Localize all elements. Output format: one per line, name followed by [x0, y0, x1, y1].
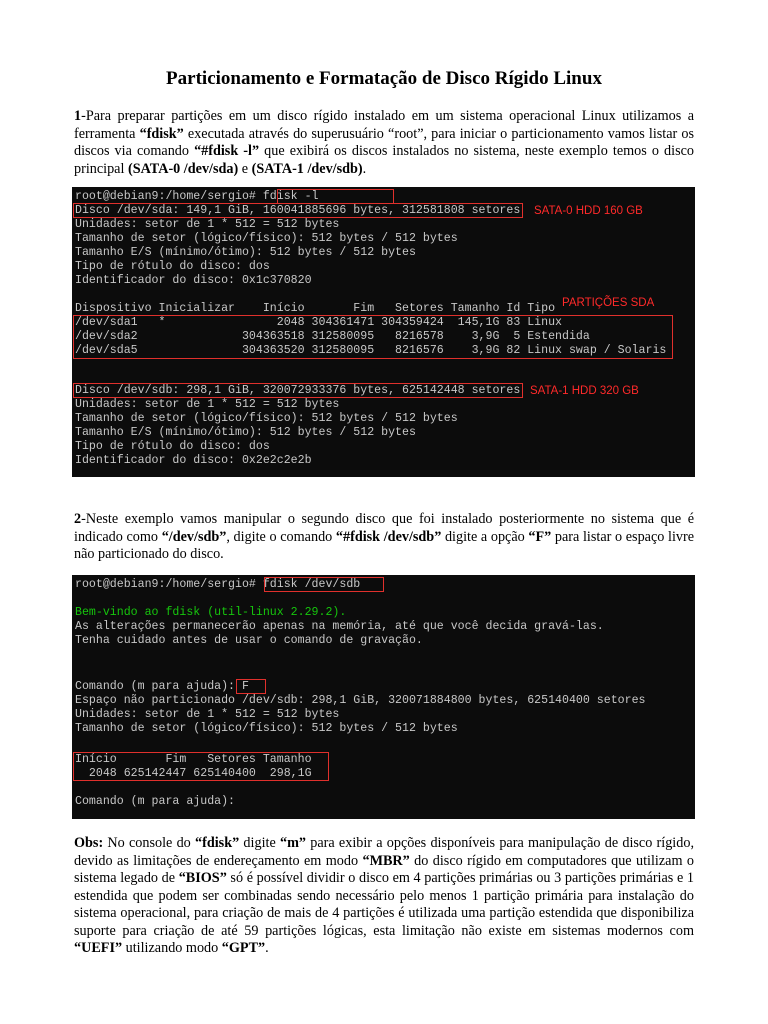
terminal-line: Identificador do disco: 0x2e2c2e2b: [75, 454, 312, 467]
terminal-line: 2048 625142447 625140400 298,1G: [75, 767, 312, 780]
terminal-line: Comando (m para ajuda):: [75, 795, 236, 808]
terminal-line: Tamanho de setor (lógico/físico): 512 bytes / 512 bytes: [75, 412, 458, 425]
terminal-line: root@debian9:/home/sergio# fdisk /dev/sdb: [75, 578, 361, 591]
terminal-line: Tenha cuidado antes de usar o comando de gravação.: [75, 634, 423, 647]
highlight-box-sda: [73, 203, 523, 218]
terminal-line: Unidades: setor de 1 * 512 = 512 bytes: [75, 708, 340, 721]
terminal-line: Tipo de rótulo do disco: dos: [75, 260, 270, 273]
terminal-line: Tamanho E/S (mínimo/ótimo): 512 bytes / 512 bytes: [75, 246, 416, 259]
terminal-line: Identificador do disco: 0x1c370820: [75, 274, 312, 287]
terminal-line: Comando (m para ajuda): F: [75, 680, 249, 693]
paragraph-number: 1: [74, 108, 82, 124]
label-sata0: SATA-0 HDD 160 GB: [534, 205, 643, 217]
terminal-line: /dev/sda1 * 2048 304361471 304359424 145,1G 83 Linux: [75, 316, 563, 329]
page-title: Particionamento e Formatação de Disco Rígido Linux: [166, 68, 602, 89]
terminal-line: Bem-vindo ao fdisk (util-linux 2.29.2).: [75, 606, 347, 619]
highlight-box-option-f: [236, 679, 266, 694]
terminal-line: Unidades: setor de 1 * 512 = 512 bytes: [75, 218, 340, 231]
paragraph-number: 2: [74, 511, 82, 527]
terminal-line: Tamanho de setor (lógico/físico): 512 bytes / 512 bytes: [75, 232, 458, 245]
terminal-line: Disco /dev/sda: 149,1 GiB, 160041885696 bytes, 312581808 setores: [75, 204, 521, 217]
paragraph-1: 1-Para preparar partições em um disco rígido instalado em um sistema operacional Linux utilizamos a ferramenta “fdisk” executada através do superusuário “root”, para iniciar o particionamento vamos listar os discos via comando “#fdisk -l” que exibirá os discos instalados no sistema, neste exemplo temos o disco principal (SATA-0 /dev/sda) e (SATA-1 /dev/sdb).: [74, 108, 695, 177]
highlight-box-command: [264, 577, 384, 592]
terminal-line: /dev/sda2 304363518 312580095 8216578 3,9G 5 Estendida: [75, 330, 590, 343]
terminal-fdisk-sdb: [72, 575, 695, 819]
terminal-line: As alterações permanecerão apenas na memória, até que você decida gravá-las.: [75, 620, 604, 633]
highlight-box-sdb: [73, 383, 523, 398]
highlight-box-free-space: [73, 752, 329, 781]
label-sata1: SATA-1 HDD 320 GB: [530, 385, 639, 397]
terminal-line: Espaço não particionado /dev/sdb: 298,1 GiB, 320071884800 bytes, 625140400 setores: [75, 694, 646, 707]
paragraph-obs: Obs: No console do “fdisk” digite “m” para exibir a opções disponíveis para manipulação de disco rígido, devido as limitações de endereçamento em modo “MBR” do disco rígido em computadores que utilizam o sistema legado de “BIOS” só é possível dividir o disco em 4 partições primárias ou 3 partições primárias e 1 estendida que podem ser combinadas sendo necessário pelo menos 1 partição primária para instalação do sistema operacional, para criação de mais de 4 partições é utilizada uma partição estendida que disponibiliza suporte para criação de até 59 partições lógicas, esta limitação não existe em sistemas modernos com “UEFI” utilizando modo “GPT”.: [74, 835, 694, 956]
obs-label: Obs:: [74, 835, 104, 851]
terminal-line: Unidades: setor de 1 * 512 = 512 bytes: [75, 398, 340, 411]
terminal-line: Tamanho E/S (mínimo/ótimo): 512 bytes / 512 bytes: [75, 426, 416, 439]
terminal-fdisk-list: [72, 187, 695, 477]
highlight-box-partitions: [73, 315, 673, 359]
terminal-line: Tamanho de setor (lógico/físico): 512 bytes / 512 bytes: [75, 722, 458, 735]
highlight-box-command: [277, 189, 394, 204]
terminal-line: Dispositivo Inicializar Início Fim Setores Tamanho Id Tipo: [75, 302, 556, 315]
label-partitions: PARTIÇÕES SDA: [562, 297, 655, 309]
terminal-line: /dev/sda5 304363520 312580095 8216576 3,9G 82 Linux swap / Solaris: [75, 344, 667, 357]
terminal-line: Início Fim Setores Tamanho: [75, 753, 312, 766]
terminal-line: Tipo de rótulo do disco: dos: [75, 440, 270, 453]
paragraph-2: 2-Neste exemplo vamos manipular o segundo disco que foi instalado posteriormente no sistema que é indicado como “/dev/sdb”, digite o comando “#fdisk /dev/sdb” digite a opção “F” para listar o espaço livre não particionado do disco.: [74, 511, 695, 562]
terminal-line: root@debian9:/home/sergio# fdisk -l: [75, 190, 319, 203]
terminal-line: Disco /dev/sdb: 298,1 GiB, 320072933376 bytes, 625142448 setores: [75, 384, 521, 397]
